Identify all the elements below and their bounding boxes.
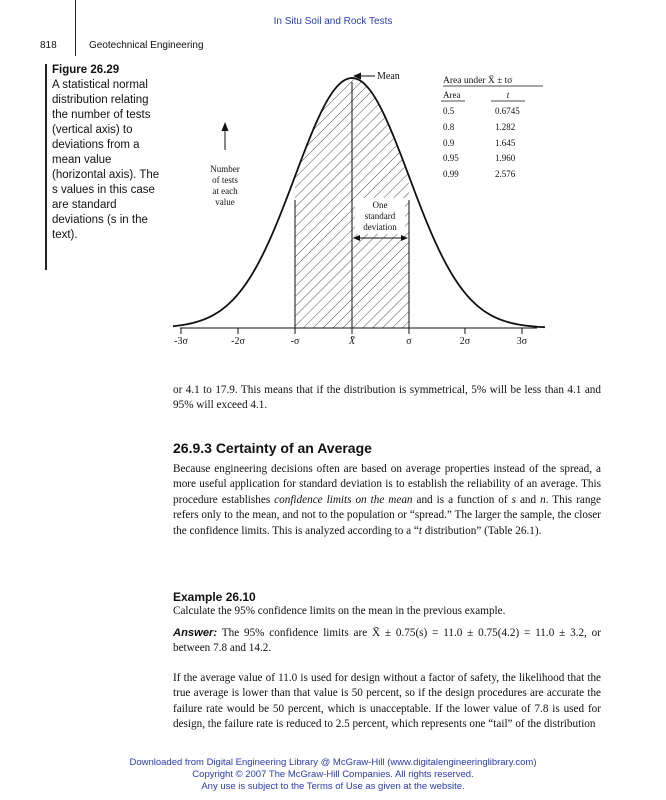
tick-label: -3σ <box>174 336 188 347</box>
answer <box>173 626 601 657</box>
answer-text: The 95% confidence limits are X̄ ± 0.75(s) = 11.0 ± 0.75(4.2) = 11.0 ± 3.2, or between 7.8 and 14.2. <box>173 627 601 655</box>
normal-distribution-figure <box>165 60 565 370</box>
y-axis-arrowhead-icon <box>222 122 229 131</box>
text-run: Because engineering decisions often are based on average properties instead of the spread, a more useful application for standard deviation is to establish the reliability of an average. This procedure establishes <box>173 463 601 506</box>
y-axis-label-line: value <box>215 197 235 207</box>
tick-label: -2σ <box>231 336 245 347</box>
tick-label: 3σ <box>516 336 528 347</box>
footer-download-line: Downloaded from Digital Engineering Library @ McGraw-Hill (www.digitalengineeringlibrary.com) <box>129 757 537 768</box>
table-cell-area: 0.5 <box>443 106 455 116</box>
example-heading: Example 26.10 <box>173 590 256 604</box>
figure-label: Figure 26.29 <box>52 64 120 76</box>
table-col-area: Area <box>443 90 461 100</box>
footer-copyright-line: Copyright © 2007 The McGraw-Hill Companies. All rights reserved. <box>192 769 474 780</box>
section-heading: 26.9.3 Certainty of an Average <box>173 440 372 456</box>
paragraph: or 4.1 to 17.9. This means that if the distribution is symmetrical, 5% will be less than 4.1 and 95% will exceed 4.1. <box>173 384 601 412</box>
example-text: Calculate the 95% confidence limits on the mean in the previous example. <box>173 605 506 617</box>
running-head: In Situ Soil and Rock Tests <box>273 16 393 27</box>
text-run-italic: s <box>511 493 516 506</box>
tick-label: -σ <box>290 336 300 347</box>
table-cell-t: 0.6745 <box>495 106 520 116</box>
table-cell-t: 1.282 <box>495 122 516 132</box>
table-cell-area: 0.95 <box>443 153 459 163</box>
header-divider <box>75 0 76 56</box>
answer-label: Answer: <box>173 627 218 639</box>
sd-label-line: One <box>372 200 388 210</box>
paragraph <box>173 462 601 539</box>
tick-marks <box>181 328 522 334</box>
text-run: and is a function of <box>412 493 512 506</box>
tick-label: X̄ <box>348 336 356 347</box>
table-cell-area: 0.9 <box>443 138 455 148</box>
table-cell-area: 0.8 <box>443 122 455 132</box>
text-run-italic: t <box>418 524 422 537</box>
table-cell-t: 1.960 <box>495 153 516 163</box>
mean-label: Mean <box>377 71 400 82</box>
text-run-italic: n <box>540 493 546 506</box>
text-run-italic: confidence limits on the mean <box>274 493 413 506</box>
figure-caption <box>52 63 160 243</box>
paragraph: If the average value of 11.0 is used for design without a factor of safety, the likelihood that the true average is lower than that value is 50 percent, so if the design procedures are accurate the failure rate would be 50 percent, which is unacceptable. If the lower value of 7.8 is used for design, the failure rate is reduced to 2.5 percent, which represents one “tail” of the distribution <box>173 672 601 731</box>
table-col-t: t <box>506 90 510 100</box>
footer <box>0 757 666 793</box>
sd-label-line: standard <box>364 211 396 221</box>
text-run: . This range refers only to the mean, and not to the population or “spread.” The larger the sample, the closer the confidence limits. This is analyzed according to a “ <box>173 493 601 537</box>
table-cell-area: 0.99 <box>443 169 459 179</box>
y-axis-label-line: at each <box>212 186 238 196</box>
book-title: Geotechnical Engineering <box>89 40 204 51</box>
footer-terms-line: Any use is subject to the Terms of Use as given at the website. <box>201 781 465 792</box>
y-axis-label-line: Number <box>210 164 240 174</box>
figure-caption-text: A statistical normal distribution relating the number of tests (vertical axis) to deviations from a mean value (horizontal axis). The s values in this case are standard deviations (s in the text). <box>52 79 160 241</box>
table-title: Area under X̄ ± tσ <box>443 76 513 86</box>
tick-label: 2σ <box>459 336 471 347</box>
tick-label: σ <box>406 336 412 347</box>
table-cell-t: 1.645 <box>495 138 516 148</box>
caption-bar <box>45 64 47 270</box>
y-axis-label-line: of tests <box>212 175 238 185</box>
sd-label-line: deviation <box>363 222 397 232</box>
page-number: 818 <box>40 40 57 51</box>
text-run: and <box>515 493 541 506</box>
text-run: distribution” (Table 26.1). <box>421 524 542 537</box>
table-cell-t: 2.576 <box>495 169 516 179</box>
